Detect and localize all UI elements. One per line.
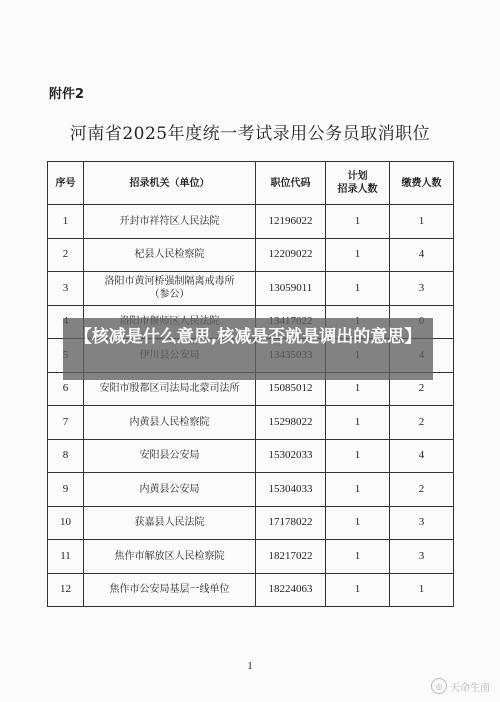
table-row bbox=[48, 439, 454, 473]
row-seq: 3 bbox=[48, 272, 84, 306]
row-agency: 获嘉县人民法院 bbox=[84, 506, 256, 540]
row-planned-hires: 1 bbox=[326, 406, 390, 440]
table-row bbox=[48, 573, 454, 607]
row-paid-applicants: 2 bbox=[390, 406, 454, 440]
row-seq: 10 bbox=[48, 506, 84, 540]
row-paid-applicants: 4 bbox=[390, 238, 454, 272]
row-position-code: 15085012 bbox=[256, 372, 326, 406]
row-paid-applicants: 3 bbox=[390, 506, 454, 540]
header-paid-applicants: 缴费人数 bbox=[390, 162, 454, 205]
row-agency: 内黄县人民检察院 bbox=[84, 406, 256, 440]
row-planned-hires: 1 bbox=[326, 540, 390, 574]
row-position-code: 17178022 bbox=[256, 506, 326, 540]
row-planned-hires: 1 bbox=[326, 372, 390, 406]
header-position-code: 职位代码 bbox=[256, 162, 326, 205]
row-paid-applicants: 4 bbox=[390, 439, 454, 473]
row-planned-hires: 1 bbox=[326, 205, 390, 239]
row-agency: 开封市祥符区人民法院 bbox=[84, 205, 256, 239]
row-planned-hires: 1 bbox=[326, 573, 390, 607]
table-row bbox=[48, 238, 454, 272]
row-seq: 12 bbox=[48, 573, 84, 607]
watermark bbox=[431, 678, 490, 694]
row-agency: 焦作市解放区人民检察院 bbox=[84, 540, 256, 574]
row-paid-applicants: 3 bbox=[390, 540, 454, 574]
row-seq: 2 bbox=[48, 238, 84, 272]
attachment-label: 附件2 bbox=[49, 87, 85, 102]
table-row bbox=[48, 506, 454, 540]
row-agency: 洛阳市黄河桥强制隔离戒毒所 （参公） bbox=[84, 272, 256, 306]
table-row bbox=[48, 406, 454, 440]
page-number: 1 bbox=[247, 660, 253, 672]
row-position-code: 18224063 bbox=[256, 573, 326, 607]
row-paid-applicants: 2 bbox=[390, 473, 454, 507]
header-planned-hires: 计划 招录人数 bbox=[326, 162, 390, 205]
row-position-code: 12196022 bbox=[256, 205, 326, 239]
row-seq: 11 bbox=[48, 540, 84, 574]
row-position-code: 13059011 bbox=[256, 272, 326, 306]
document-title: 河南省2025年度统一考试录用公务员取消职位 bbox=[69, 124, 431, 144]
row-paid-applicants: 1 bbox=[390, 205, 454, 239]
row-paid-applicants: 3 bbox=[390, 272, 454, 306]
header-seq: 序号 bbox=[48, 162, 84, 205]
row-position-code: 15298022 bbox=[256, 406, 326, 440]
row-seq: 7 bbox=[48, 406, 84, 440]
row-planned-hires: 1 bbox=[326, 272, 390, 306]
row-seq: 9 bbox=[48, 473, 84, 507]
row-position-code: 15302033 bbox=[256, 439, 326, 473]
row-agency: 焦作市公安局基层一线单位 bbox=[84, 573, 256, 607]
row-seq: 6 bbox=[48, 372, 84, 406]
row-planned-hires: 1 bbox=[326, 473, 390, 507]
table-row bbox=[48, 272, 454, 306]
row-agency: 内黄县公安局 bbox=[84, 473, 256, 507]
row-agency: 安阳市殷都区司法局北蒙司法所 bbox=[84, 372, 256, 406]
watermark-logo-icon: ◎ bbox=[431, 678, 447, 694]
row-position-code: 15304033 bbox=[256, 473, 326, 507]
table-row bbox=[48, 205, 454, 239]
table-header-row bbox=[48, 162, 454, 205]
table-body bbox=[48, 205, 454, 607]
row-planned-hires: 1 bbox=[326, 439, 390, 473]
table-row bbox=[48, 540, 454, 574]
row-agency: 安阳县公安局 bbox=[84, 439, 256, 473]
table-row bbox=[48, 473, 454, 507]
watermark-text: 天命生南 bbox=[450, 682, 490, 694]
row-paid-applicants: 2 bbox=[390, 372, 454, 406]
row-position-code: 18217022 bbox=[256, 540, 326, 574]
overlay-banner: 【核减是什么意思,核减是否就是调出的意思】 bbox=[63, 318, 433, 380]
row-planned-hires: 1 bbox=[326, 506, 390, 540]
header-agency: 招录机关（单位） bbox=[84, 162, 256, 205]
row-paid-applicants: 1 bbox=[390, 573, 454, 607]
row-planned-hires: 1 bbox=[326, 238, 390, 272]
cancelled-positions-table bbox=[47, 161, 454, 607]
row-seq: 8 bbox=[48, 439, 84, 473]
row-seq: 1 bbox=[48, 205, 84, 239]
row-position-code: 12209022 bbox=[256, 238, 326, 272]
row-agency: 杞县人民检察院 bbox=[84, 238, 256, 272]
